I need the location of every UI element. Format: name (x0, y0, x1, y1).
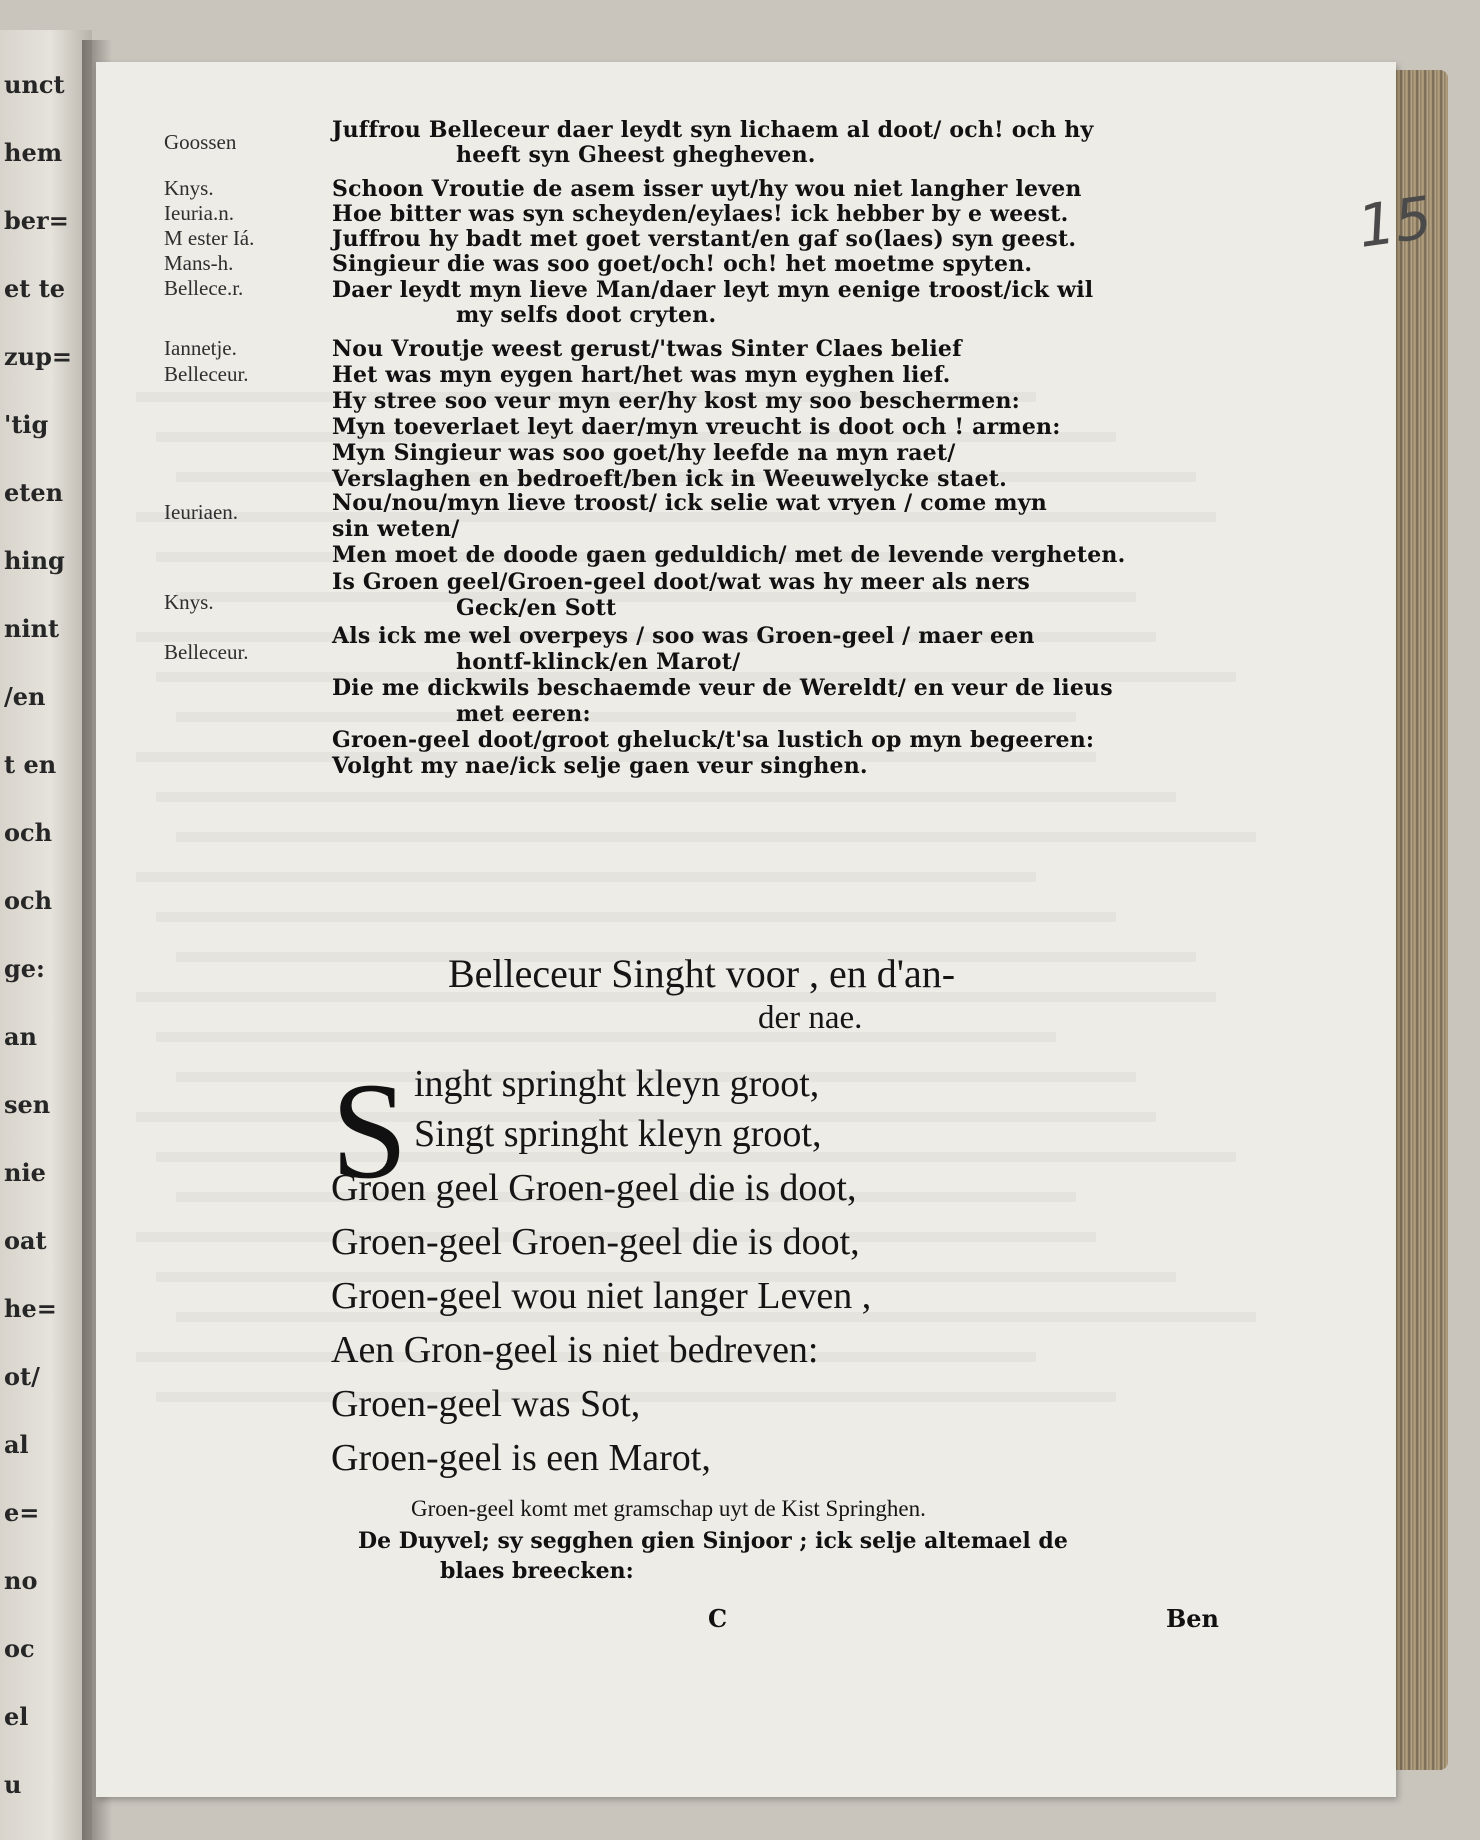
book-page (96, 62, 1437, 1797)
catchword: Ben (1166, 1604, 1220, 1633)
facing-page-word: sen (4, 1090, 51, 1119)
speaker-name: Goossen (164, 130, 237, 154)
speaker-name: Knys. (164, 590, 214, 614)
facing-page-word: och (4, 818, 53, 847)
drop-cap: S (331, 1054, 408, 1207)
speaker-name: Bellece.r. (164, 276, 244, 300)
speaker-name: Ieuriaen. (164, 500, 239, 524)
dialogue-line: Daer leydt myn lieve Man/daer leyt myn eenige troost/ick wil (332, 277, 1094, 303)
facing-page-word: /en (4, 682, 46, 711)
facing-page-word: zup= (4, 342, 72, 371)
final-speech-line: De Duyvel; sy segghen gien Sinjoor ; ick selje altemael de (358, 1528, 1068, 1554)
facing-page-word: u (4, 1770, 22, 1799)
speaker-name: Belleceur. (164, 640, 249, 664)
dialogue-line: Is Groen geel/Groen-geel doot/wat was hy meer als ners (332, 569, 1030, 595)
facing-page-word: ot/ (4, 1362, 40, 1391)
speaker-name: Ieuria.n. (164, 201, 234, 225)
speaker-name: Belleceur. (164, 362, 249, 386)
song-line: Groen-geel wou niet langer Leven , (331, 1275, 872, 1317)
dialogue-line: Myn Singieur was soo goet/hy leefde na myn raet/ (332, 440, 956, 466)
facing-page-word: unct (4, 70, 65, 99)
facing-page-word: oat (4, 1226, 47, 1255)
facing-page-word: e= (4, 1498, 40, 1527)
dialogue-line: Schoon Vroutie de asem isser uyt/hy wou niet langher leven (332, 176, 1082, 202)
song-heading: Belleceur Singht voor , en d'an- (448, 951, 956, 996)
dialogue-line: Nou/nou/myn lieve troost/ ick selie wat vryen / come myn (332, 490, 1047, 516)
dialogue-line: Geck/en Sott (456, 595, 617, 621)
dialogue-line: Verslaghen en bedroeft/ben ick in Weeuwelycke staet. (332, 466, 1007, 492)
facing-page-word: no (4, 1566, 38, 1595)
song-line: Aen Gron-geel is niet bedreven: (331, 1329, 819, 1371)
dialogue-line: Hoe bitter was syn scheyden/eylaes! ick hebber by e weest. (332, 201, 1069, 227)
facing-page-word: nie (4, 1158, 46, 1187)
dialogue-line: sin weten/ (332, 516, 460, 542)
song-line: Groen-geel Groen-geel die is doot, (331, 1221, 860, 1263)
facing-page-word: et te (4, 274, 66, 303)
dialogue-block (96, 62, 1396, 962)
song-line: Groen geel Groen-geel die is doot, (331, 1167, 857, 1209)
facing-page-word: 'tig (4, 410, 49, 439)
speaker-name: Iannetje. (164, 336, 237, 360)
facing-page-word: ber= (4, 206, 69, 235)
facing-page-word: och (4, 886, 53, 915)
dialogue-line: Singieur die was soo goet/och! och! het moetme spyten. (332, 251, 1033, 277)
speaker-name: Knys. (164, 176, 214, 200)
facing-page-word: hem (4, 138, 63, 167)
signature-mark: C (708, 1604, 728, 1633)
dialogue-line: Hy stree soo veur myn eer/hy kost my soo beschermen: (332, 388, 1020, 414)
dialogue-line: Juffrou hy badt met goet verstant/en gaf so(laes) syn geest. (332, 226, 1077, 252)
facing-page-word: eten (4, 478, 64, 507)
dialogue-line: Volght my nae/ick selje gaen veur singhen. (332, 753, 868, 779)
stage-direction: Groen-geel komt met gramschap uyt de Kist Springhen. (411, 1496, 926, 1521)
facing-page-fragment (0, 30, 92, 1840)
dialogue-line: hontf-klinck/en Marot/ (456, 649, 741, 675)
show-through-line (156, 1032, 1056, 1042)
song-heading-cont: der nae. (758, 1000, 863, 1036)
dialogue-line: Myn toeverlaet leyt daer/myn vreucht is doot och ! armen: (332, 414, 1061, 440)
dialogue-line: Men moet de doode gaen geduldich/ met de levende vergheten. (332, 542, 1126, 568)
folio-number: 15 (1353, 183, 1437, 261)
facing-page-word: hing (4, 546, 65, 575)
facing-page-word: oc (4, 1634, 35, 1663)
dialogue-line: Groen-geel doot/groot gheluck/t'sa lustich op myn begeeren: (332, 727, 1095, 753)
speaker-name: M ester Iá. (164, 226, 255, 250)
dialogue-line: Nou Vroutje weest gerust/'twas Sinter Claes belief (332, 336, 962, 362)
facing-page-word: nint (4, 614, 60, 643)
facing-page-word: an (4, 1022, 37, 1051)
dialogue-line: heeft syn Gheest ghegheven. (456, 142, 816, 168)
facing-page-word: t en (4, 750, 57, 779)
song-line: Groen-geel is een Marot, (331, 1437, 711, 1479)
song-line: Groen-geel was Sot, (331, 1383, 641, 1425)
dialogue-line: Die me dickwils beschaemde veur de Wereldt/ en veur de lieus (332, 675, 1113, 701)
song-line: inght springht kleyn groot, (414, 1063, 820, 1105)
song-line: Singt springht kleyn groot, (414, 1113, 822, 1155)
dialogue-line: my selfs doot cryten. (456, 302, 717, 328)
facing-page-word: he= (4, 1294, 57, 1323)
dialogue-line: Het was myn eygen hart/het was myn eyghen lief. (332, 362, 951, 388)
dialogue-line: met eeren: (456, 701, 591, 727)
book-edge (1388, 70, 1448, 1770)
dialogue-line: Juffrou Belleceur daer leydt syn lichaem al doot/ och! och hy (332, 117, 1094, 143)
facing-page-word: al (4, 1430, 29, 1459)
facing-page-word: ge: (4, 954, 45, 983)
speaker-name: Mans-h. (164, 251, 234, 275)
dialogue-line: Als ick me wel overpeys / soo was Groen-geel / maer een (332, 623, 1035, 649)
facing-page-word: el (4, 1702, 29, 1731)
final-speech-line: blaes breecken: (440, 1558, 634, 1584)
